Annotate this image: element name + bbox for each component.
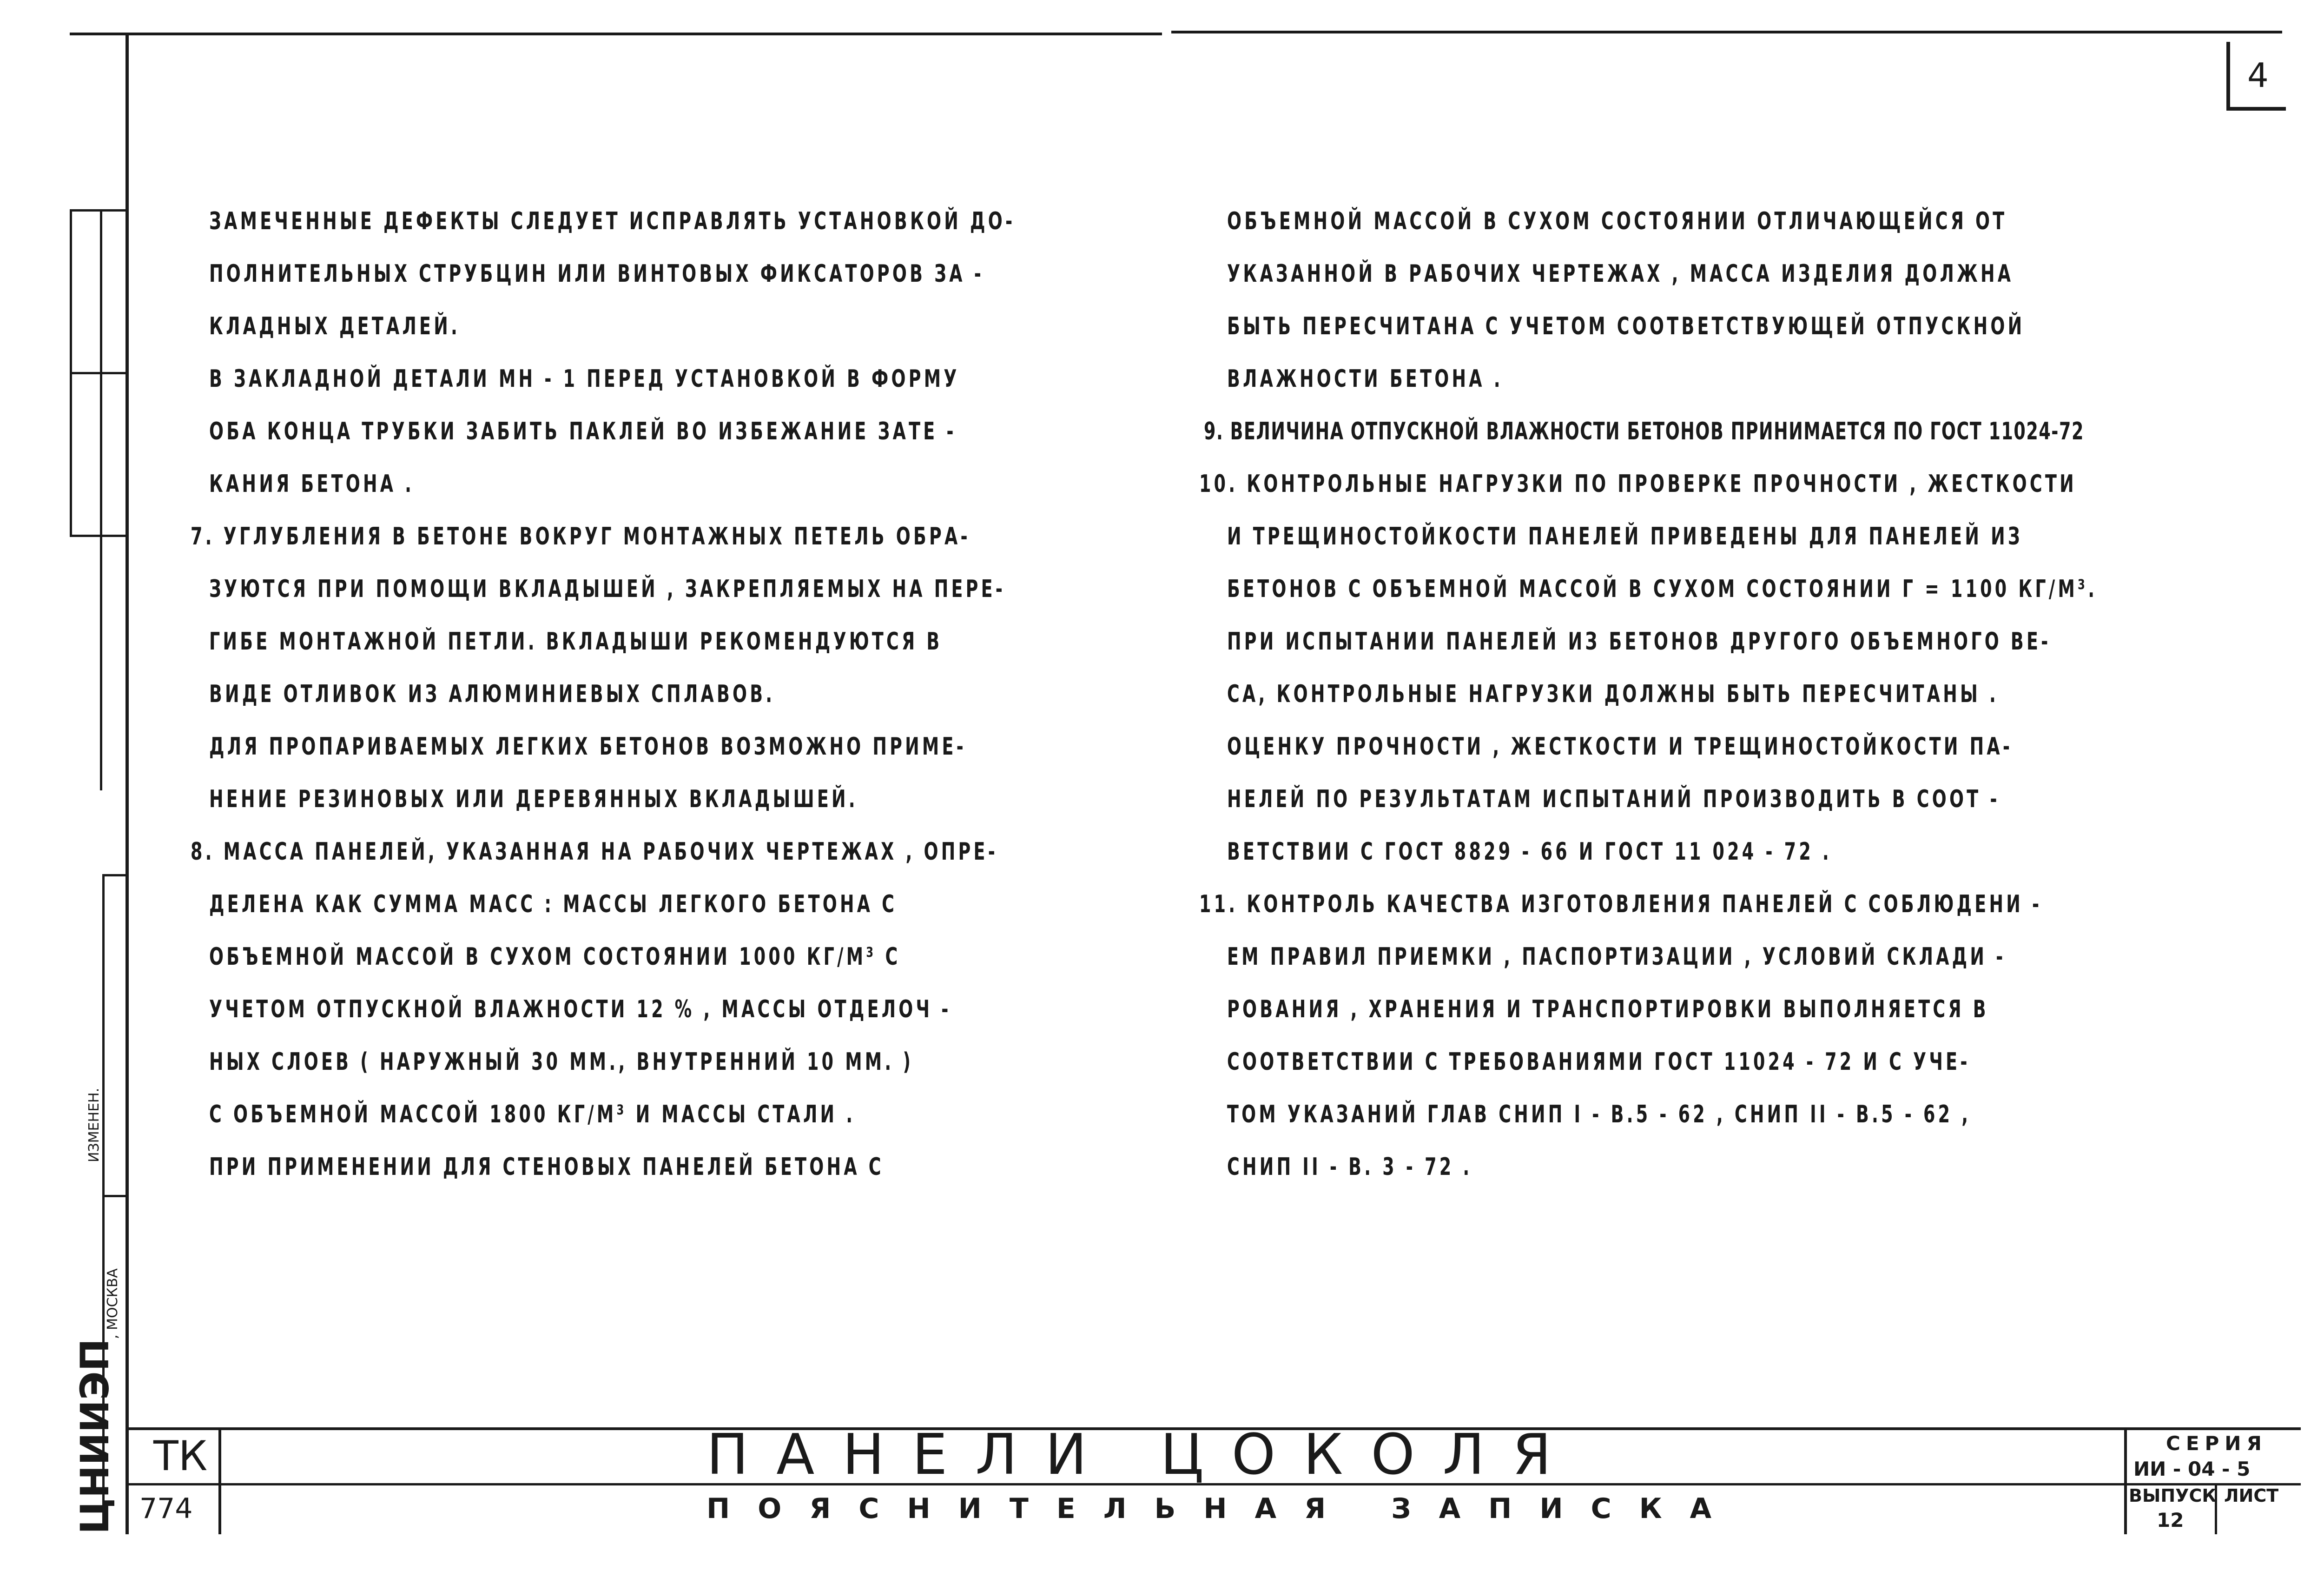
text-line: ГИБЕ МОНТАЖНОЙ ПЕТЛИ. ВКЛАДЫШИ РЕКОМЕНДУЮТСЯ В <box>209 628 943 656</box>
titleblock-code: ТК <box>153 1432 208 1480</box>
text-line: В ЗАКЛАДНОЙ ДЕТАЛИ МН - 1 ПЕРЕД УСТАНОВКОЙ В ФОРМУ <box>209 365 960 393</box>
text-line: ДЛЯ ПРОПАРИВАЕМЫХ ЛЕГКИХ БЕТОНОВ ВОЗМОЖНО ПРИМЕ- <box>209 733 967 761</box>
text-line: БЕТОНОВ С ОБЪЕМНОЙ МАССОЙ В СУХОМ СОСТОЯНИИ Γ = 1100 КГ/М³. <box>1227 575 2098 603</box>
side-strip-h2 <box>70 372 128 374</box>
titleblock-number: 774 <box>139 1492 193 1525</box>
text-line: ВЕТСТВИИ С ГОСТ 8829 - 66 И ГОСТ 11 024 - 72 . <box>1227 838 1832 866</box>
side-stamp-organization: ЦНИИЭП <box>72 1339 118 1534</box>
text-line: ЕМ ПРАВИЛ ПРИЕМКИ , ПАСПОРТИЗАЦИИ , УСЛОВИЙ СКЛАДИ - <box>1227 943 2006 971</box>
side-strip-h1 <box>70 209 128 212</box>
frame-top-line-right <box>1171 31 2282 33</box>
text-line: 7. УГЛУБЛЕНИЯ В БЕТОНЕ ВОКРУГ МОНТАЖНЫХ ПЕТЕЛЬ ОБРА- <box>191 523 971 550</box>
text-line: ПРИ ИСПЫТАНИИ ПАНЕЛЕЙ ИЗ БЕТОНОВ ДРУГОГО ОБЪЕМНОГО ВЕ- <box>1227 628 2051 656</box>
text-line: ОБА КОНЦА ТРУБКИ ЗАБИТЬ ПАКЛЕЙ ВО ИЗБЕЖАНИЕ ЗАТЕ - <box>209 418 957 445</box>
side-strip-h3 <box>70 535 128 537</box>
text-line: 11. КОНТРОЛЬ КАЧЕСТВА ИЗГОТОВЛЕНИЯ ПАНЕЛЕЙ С СОБЛЮДЕНИ - <box>1199 890 2042 918</box>
titleblock-title: ПАНЕЛИ ЦОКОЛЯ <box>706 1423 1579 1487</box>
text-line: ЗАМЕЧЕННЫЕ ДЕФЕКТЫ СЛЕДУЕТ ИСПРАВЛЯТЬ УСТАНОВКОЙ ДО- <box>209 207 1016 235</box>
text-line: СНИП II - В. 3 - 72 . <box>1227 1153 1472 1181</box>
titleblock-series-label: СЕРИЯ <box>2166 1432 2267 1455</box>
titleblock-issue-value: 12 <box>2157 1509 2184 1531</box>
text-line: СООТВЕТСТВИИ С ТРЕБОВАНИЯМИ ГОСТ 11024 - 72 И С УЧЕ- <box>1227 1048 1970 1076</box>
text-line: 8. МАССА ПАНЕЛЕЙ, УКАЗАННАЯ НА РАБОЧИХ ЧЕРТЕЖАХ , ОПРЕ- <box>191 838 998 866</box>
text-line: БЫТЬ ПЕРЕСЧИТАНА С УЧЕТОМ СООТВЕТСТВУЮЩЕЙ ОТПУСКНОЙ <box>1227 312 2025 340</box>
titleblock-subtitle: ПОЯСНИТЕЛЬНАЯ ЗАПИСКА <box>706 1492 1740 1525</box>
text-line: КАНИЯ БЕТОНА . <box>209 470 415 498</box>
text-column-left <box>191 195 1185 1193</box>
frame-top-line <box>70 33 1162 35</box>
text-line: УЧЕТОМ ОТПУСКНОЙ ВЛАЖНОСТИ 12 % , МАССЫ ОТДЕЛОЧ - <box>209 995 951 1023</box>
text-column-right <box>1199 195 2250 1193</box>
text-line: ДЕЛЕНА КАК СУММА МАСС : МАССЫ ЛЕГКОГО БЕТОНА С <box>209 890 898 918</box>
side-strip-h5 <box>102 1195 128 1197</box>
text-line: РОВАНИЯ , ХРАНЕНИЯ И ТРАНСПОРТИРОВКИ ВЫПОЛНЯЕТСЯ В <box>1227 995 1989 1023</box>
titleblock-issue-label: ВЫПУСК <box>2129 1485 2217 1506</box>
text-line: СА, КОНТРОЛЬНЫЕ НАГРУЗКИ ДОЛЖНЫ БЫТЬ ПЕРЕСЧИТАНЫ . <box>1227 680 1999 708</box>
text-line: ВИДЕ ОТЛИВОК ИЗ АЛЮМИНИЕВЫХ СПЛАВОВ. <box>209 680 775 708</box>
text-line: ТОМ УКАЗАНИЙ ГЛАВ СНИП I - В.5 - 62 , СНИП II - В.5 - 62 , <box>1227 1100 1971 1128</box>
text-line: ПОЛНИТЕЛЬНЫХ СТРУБЦИН ИЛИ ВИНТОВЫХ ФИКСАТОРОВ ЗА - <box>209 260 984 288</box>
side-stamp-city: , МОСКВА <box>105 1268 121 1339</box>
titleblock-series-value: ИИ - 04 - 5 <box>2133 1458 2251 1480</box>
text-line: 9. ВЕЛИЧИНА ОТПУСКНОЙ ВЛАЖНОСТИ БЕТОНОВ ПРИНИМАЕТСЯ ПО ГОСТ 11024-72 <box>1204 418 2084 445</box>
titleblock-sheet-label: ЛИСТ <box>2224 1485 2279 1506</box>
text-line: НЫХ СЛОЕВ ( НАРУЖНЫЙ 30 ММ., ВНУТРЕННИЙ 10 ММ. ) <box>209 1048 914 1076</box>
side-stamp-note: ИЗМЕНЕН. <box>86 1087 102 1162</box>
text-line: ПРИ ПРИМЕНЕНИИ ДЛЯ СТЕНОВЫХ ПАНЕЛЕЙ БЕТОНА С <box>209 1153 884 1181</box>
text-line: С ОБЪЕМНОЙ МАССОЙ 1800 КГ/М³ И МАССЫ СТАЛИ . <box>209 1100 856 1128</box>
text-line: НЕНИЕ РЕЗИНОВЫХ ИЛИ ДЕРЕВЯННЫХ ВКЛАДЫШЕЙ. <box>209 785 858 813</box>
text-line: ЗУЮТСЯ ПРИ ПОМОЩИ ВКЛАДЫШЕЙ , ЗАКРЕПЛЯЕМЫХ НА ПЕРЕ- <box>209 575 1006 603</box>
text-line: И ТРЕЩИНОСТОЙКОСТИ ПАНЕЛЕЙ ПРИВЕДЕНЫ ДЛЯ ПАНЕЛЕЙ ИЗ <box>1227 523 2023 550</box>
text-line: КЛАДНЫХ ДЕТАЛЕЙ. <box>209 312 461 340</box>
side-strip-inner <box>100 209 102 790</box>
text-line: ВЛАЖНОСТИ БЕТОНА . <box>1227 365 1503 393</box>
text-line: 10. КОНТРОЛЬНЫЕ НАГРУЗКИ ПО ПРОВЕРКЕ ПРОЧНОСТИ , ЖЕСТКОСТИ <box>1199 470 2077 498</box>
titleblock-divider-2 <box>2124 1427 2127 1534</box>
text-line: УКАЗАННОЙ В РАБОЧИХ ЧЕРТЕЖАХ , МАССА ИЗДЕЛИЯ ДОЛЖНА <box>1227 260 2014 288</box>
frame-left-line <box>125 33 129 1534</box>
sheet-number: 4 <box>2247 56 2269 95</box>
text-line: ОБЪЕМНОЙ МАССОЙ В СУХОМ СОСТОЯНИИ 1000 КГ/М³ С <box>209 943 901 971</box>
titleblock-divider-1 <box>218 1427 221 1534</box>
text-line: ОЦЕНКУ ПРОЧНОСТИ , ЖЕСТКОСТИ И ТРЕЩИНОСТОЙКОСТИ ПА- <box>1227 733 2013 761</box>
side-strip-h4 <box>102 874 128 876</box>
text-line: НЕЛЕЙ ПО РЕЗУЛЬТАТАМ ИСПЫТАНИЙ ПРОИЗВОДИТЬ В СООТ - <box>1227 785 2000 813</box>
text-line: ОБЪЕМНОЙ МАССОЙ В СУХОМ СОСТОЯНИИ ОТЛИЧАЮЩЕЙСЯ ОТ <box>1227 207 2007 235</box>
